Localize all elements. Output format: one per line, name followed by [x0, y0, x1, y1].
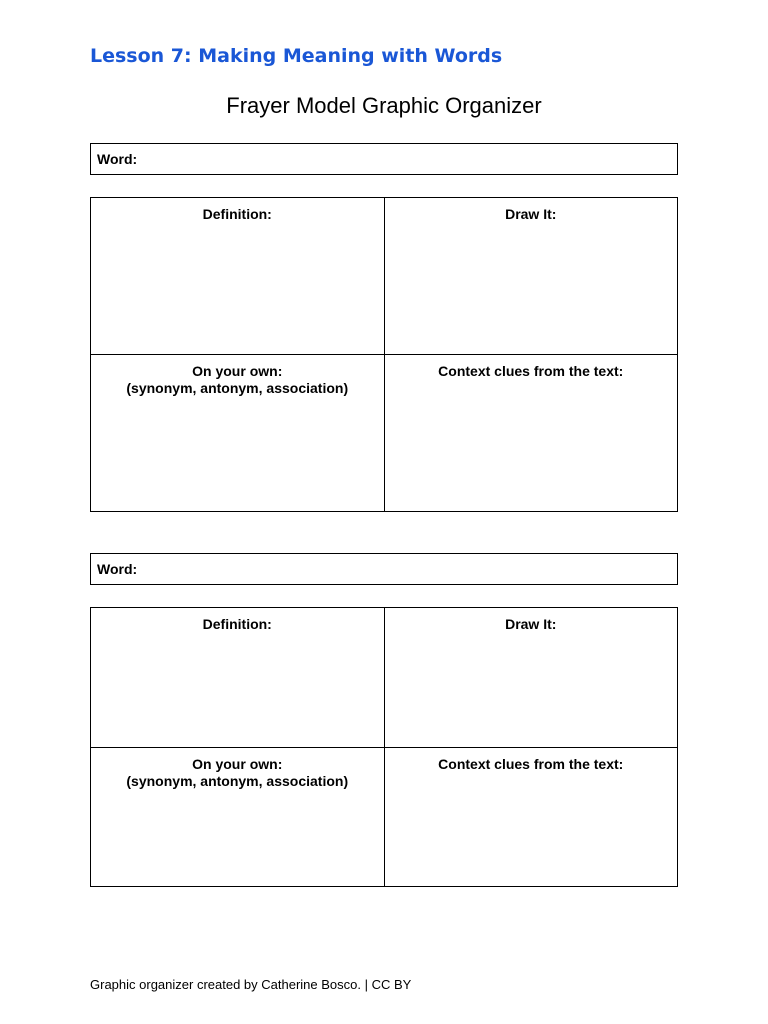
- on-your-own-cell[interactable]: [91, 355, 385, 512]
- lesson-title: Lesson 7: Making Meaning with Words: [90, 45, 503, 67]
- word-box-1[interactable]: [90, 143, 678, 175]
- draw-it-label: Draw It:: [505, 616, 557, 632]
- context-clues-label: Context clues from the text:: [438, 363, 624, 379]
- word-box-2[interactable]: [90, 553, 678, 585]
- definition-label: Definition:: [202, 206, 272, 222]
- frayer-grid-1: [90, 197, 678, 512]
- frayer-grid-2: [90, 607, 678, 887]
- word-label: Word:: [97, 561, 138, 577]
- draw-it-label: Draw It:: [505, 206, 557, 222]
- on-your-own-cell[interactable]: [91, 748, 385, 887]
- definition-cell[interactable]: [91, 198, 385, 355]
- on-your-own-sub-label: (synonym, antonym, association): [126, 773, 349, 789]
- context-clues-cell[interactable]: [384, 355, 678, 512]
- context-clues-cell[interactable]: [384, 748, 678, 887]
- definition-cell[interactable]: [91, 608, 385, 748]
- draw-it-cell[interactable]: [384, 198, 678, 355]
- on-your-own-label: On your own:: [192, 756, 283, 772]
- document-title: Frayer Model Graphic Organizer: [226, 93, 542, 118]
- draw-it-cell[interactable]: [384, 608, 678, 748]
- on-your-own-sub-label: (synonym, antonym, association): [126, 380, 349, 396]
- word-label: Word:: [97, 151, 138, 167]
- context-clues-label: Context clues from the text:: [438, 756, 624, 772]
- definition-label: Definition:: [202, 616, 272, 632]
- footer-credit: Graphic organizer created by Catherine Bosco. | CC BY: [90, 977, 412, 992]
- on-your-own-label: On your own:: [192, 363, 283, 379]
